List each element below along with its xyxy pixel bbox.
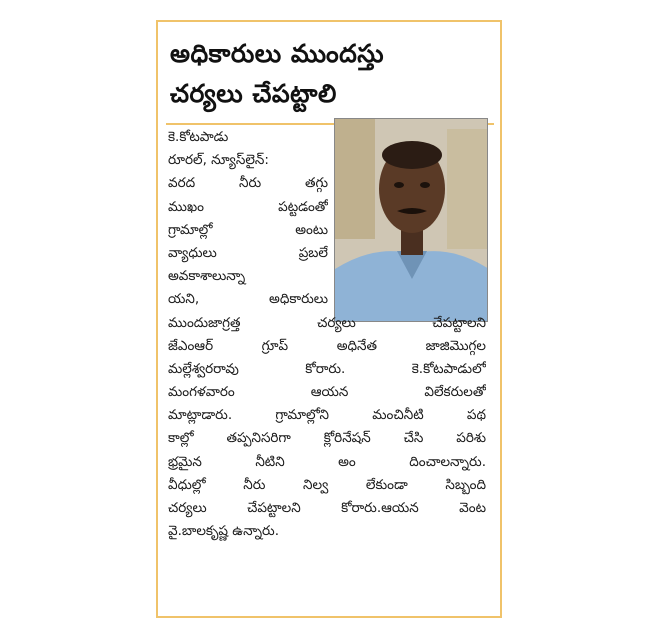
dateline-line-1: కె.కోటపాడు (168, 129, 229, 145)
body-line: ముందుజాగ్రత్త చర్యలు చేపట్టాలని (168, 314, 486, 331)
body-line: కాల్లో తప్పనిసరిగా క్లోరినేషన్ చేసి పరిశు (168, 430, 486, 447)
body-line: గ్రామాల్లో అంటు (168, 221, 328, 238)
body-line: భ్రమైన నీటిని అం దించాలన్నారు. (168, 453, 486, 470)
body-line: మాట్లాడారు. గ్రామాల్లోని మంచినీటి పథ (168, 407, 486, 424)
article-body (168, 126, 488, 543)
body-line: వ్యాధులు ప్రబలే (168, 244, 328, 261)
body-line: మంగళవారం ఆయన విలేకరులతో (168, 384, 486, 401)
body-line: వరద నీరు తగ్గు (168, 175, 328, 192)
headline-line-2: చర్యలు చేపట్టాలి (170, 79, 337, 108)
body-line: ముఖం పట్టడంతో (168, 198, 328, 215)
headline (170, 34, 490, 114)
dateline-line-2: రూరల్, న్యూస్‌లైన్: (168, 152, 269, 169)
body-line: యని, అధికారులు (168, 291, 328, 308)
news-clipping (156, 20, 502, 618)
body-line: చర్యలు చేపట్టాలని కోరారు.ఆయన వెంట (168, 500, 486, 516)
body-line: మల్లేశ్వరరావు కోరారు. కె.కోటపాడులో (168, 360, 486, 377)
body-line: వై.బాలకృష్ణ ఉన్నారు. (168, 523, 280, 540)
body-line: జేఎంఆర్ గ్రూప్ అధినేత జాజిమొగ్గల (168, 337, 486, 354)
body-line: వీధుల్లో నీరు నిల్వ లేకుండా సిబ్బంది (168, 476, 486, 493)
body-line: అవకాశాలున్నా (168, 268, 246, 285)
headline-line-1: అధికారులు ముందస్తు (170, 39, 385, 68)
